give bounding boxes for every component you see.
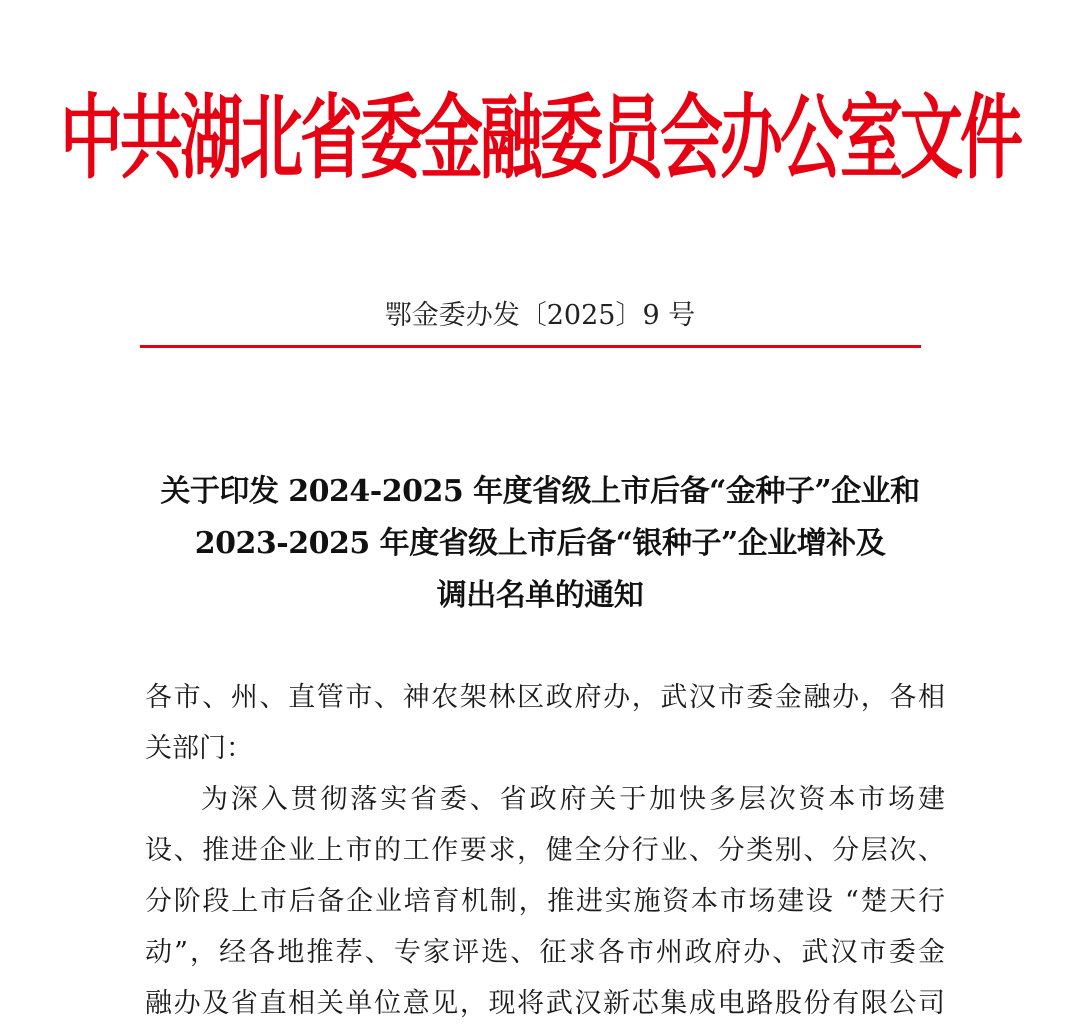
document-number: 鄂金委办发〔2025〕9 号 xyxy=(384,300,696,331)
notice-title-line-2: 2023-2025 年度省级上市后备“银种子”企业增补及 xyxy=(194,526,886,561)
notice-body xyxy=(145,672,945,1025)
red-divider-line xyxy=(140,345,921,348)
body-line-4: 动”，经各地推荐、专家评选、征求各市州政府办、武汉市委金 xyxy=(145,937,945,968)
body-line-5: 融办及省直相关单位意见，现将武汉新芯集成电路股份有限公司 xyxy=(145,988,945,1019)
addressee-line-2: 关部门： xyxy=(145,733,253,764)
body-line-2: 设、推进企业上市的工作要求，健全分行业、分类别、分层次、 xyxy=(145,835,945,866)
masthead-title: 中共湖北省委金融委员会办公室文件 xyxy=(60,84,1020,192)
body-line-3: 分阶段上市后备企业培育机制，推进实施资本市场建设 “楚天行 xyxy=(145,886,945,917)
notice-title-line-3: 调出名单的通知 xyxy=(436,578,644,613)
addressee-line-1: 各市、州、直管市、神农架林区政府办，武汉市委金融办，各相 xyxy=(145,682,945,713)
notice-title-line-1: 关于印发 2024-2025 年度省级上市后备“金种子”企业和 xyxy=(160,474,920,509)
notice-title xyxy=(0,466,1080,622)
body-line-1: 为深入贯彻落实省委、省政府关于加快多层次资本市场建 xyxy=(201,784,945,815)
